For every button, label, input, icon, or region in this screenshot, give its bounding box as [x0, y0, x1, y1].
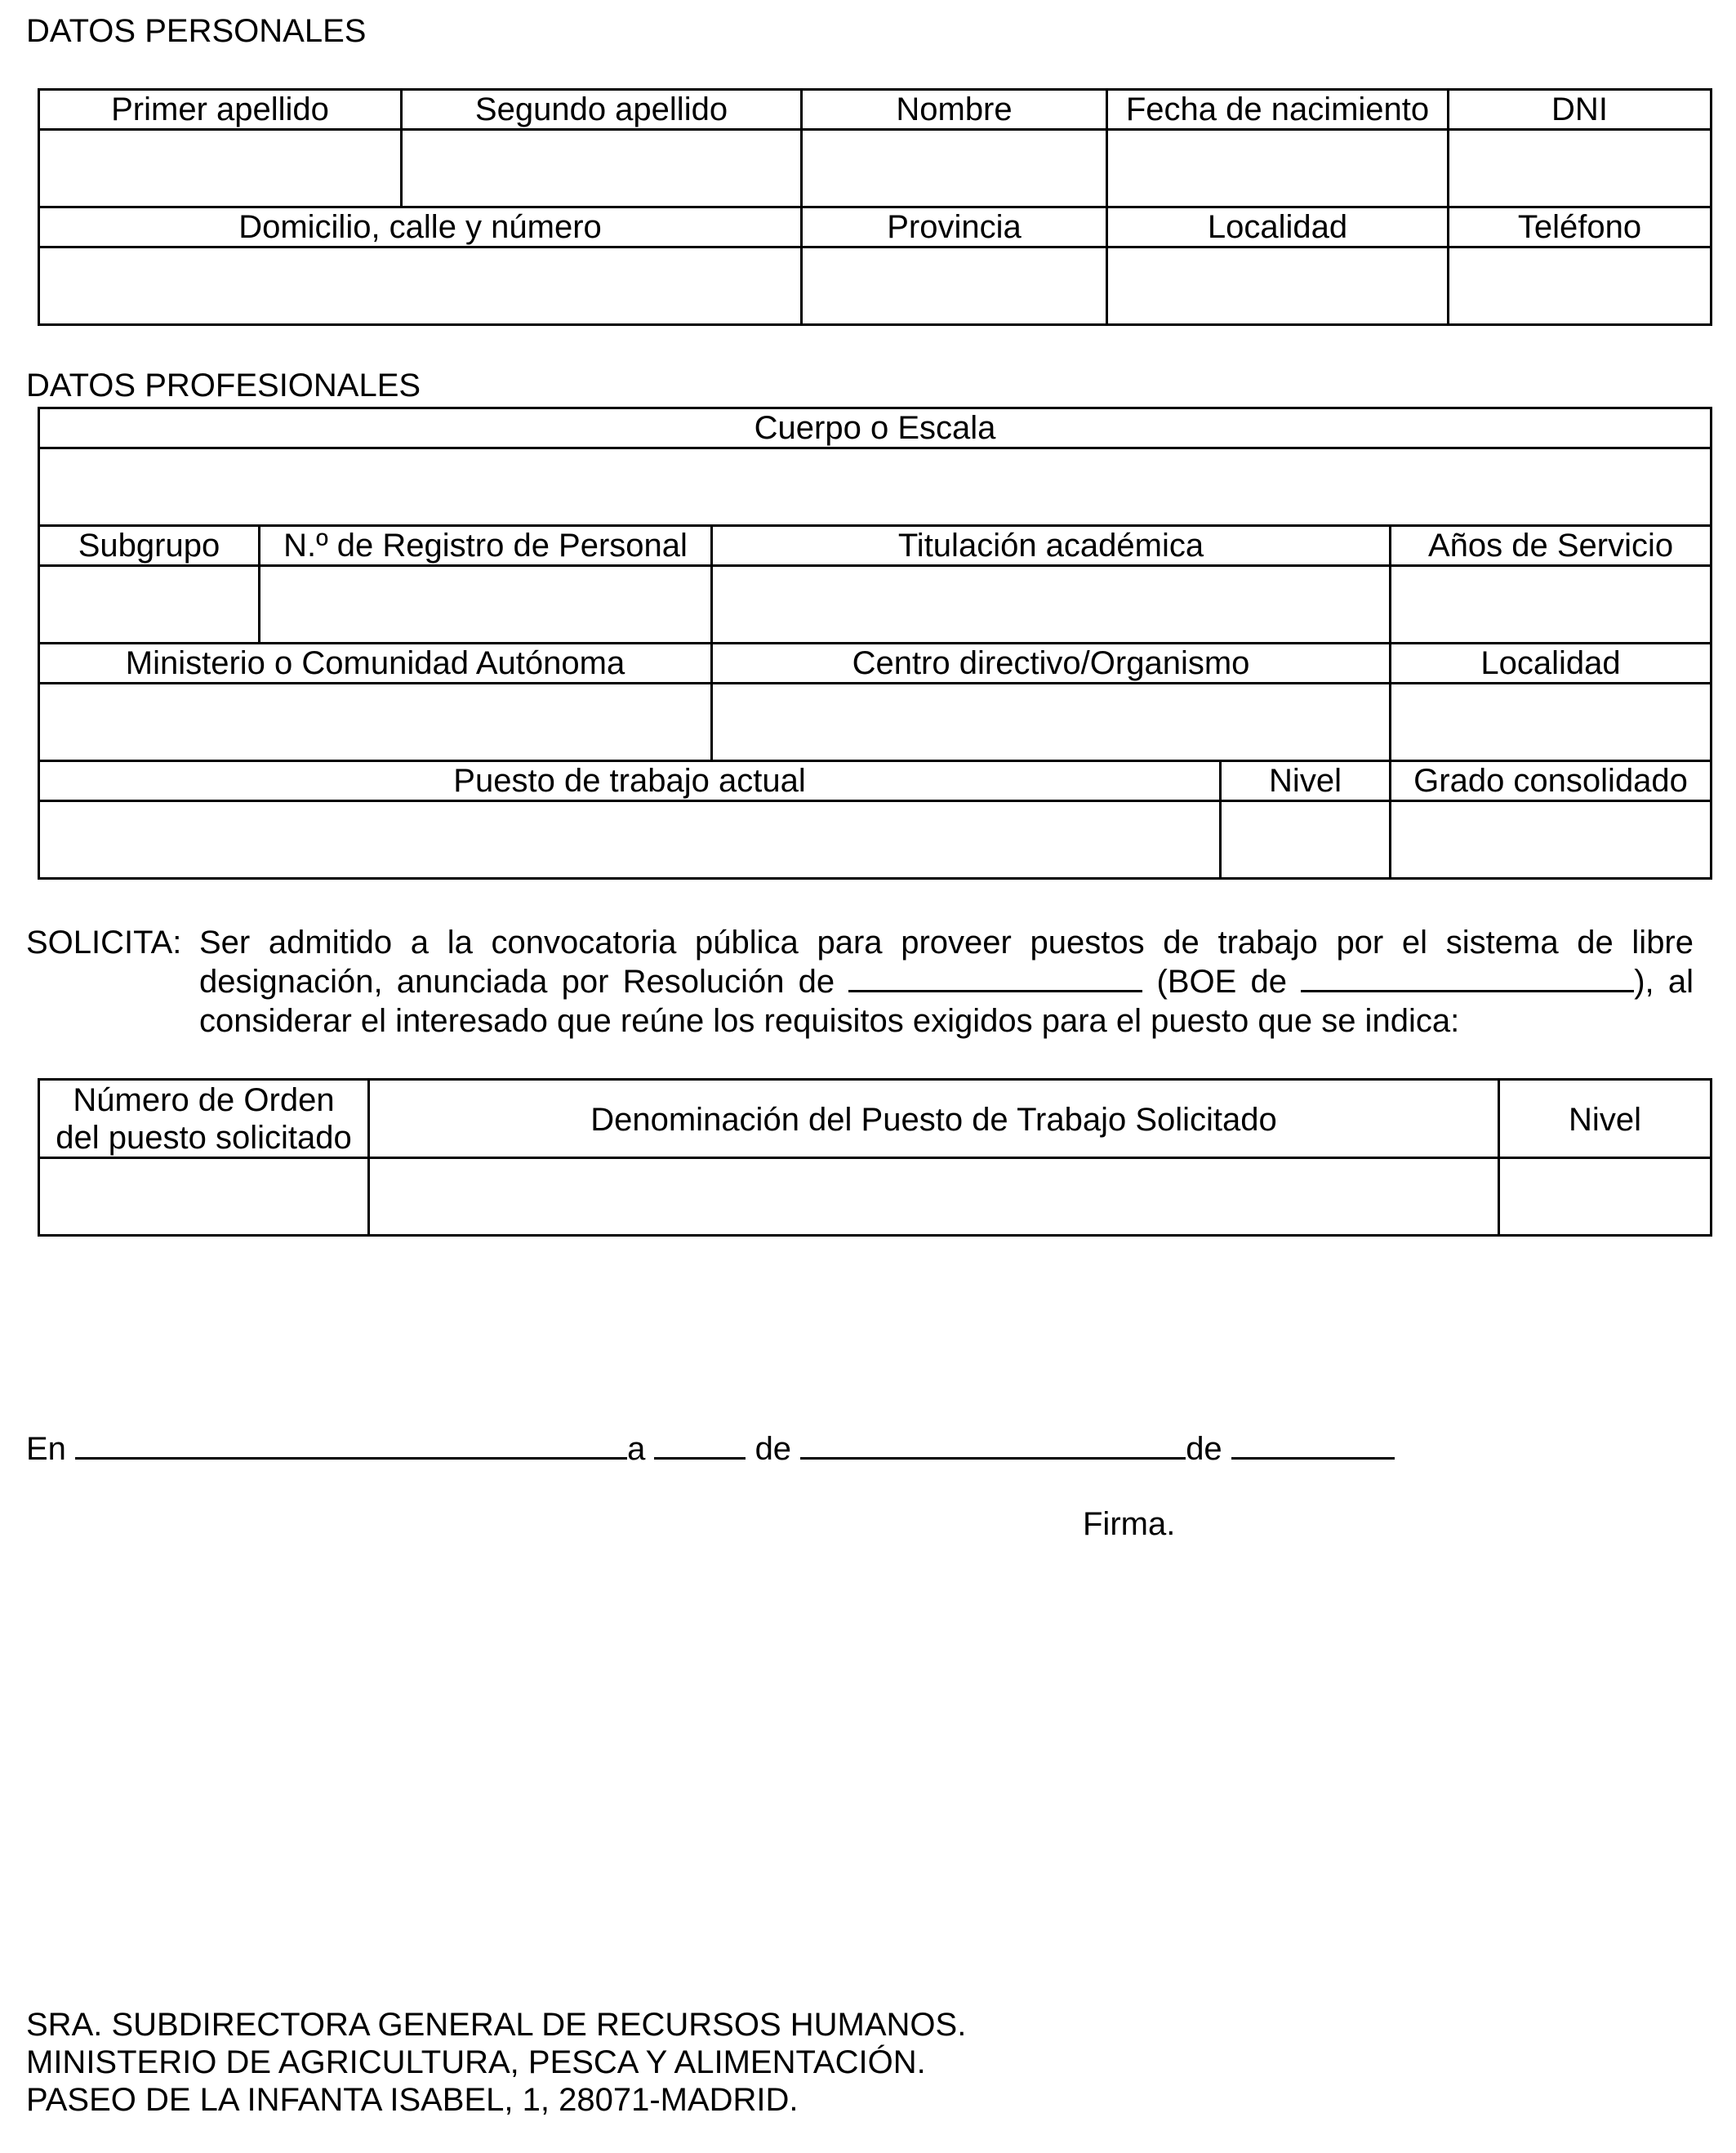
header-ministerio: Ministerio o Comunidad Autónoma	[39, 644, 712, 684]
field-grado-consolidado[interactable]	[1391, 801, 1712, 879]
header-segundo-apellido: Segundo apellido	[402, 90, 802, 130]
address-line-2: MINISTERIO DE AGRICULTURA, PESCA Y ALIMENTACIÓN.	[26, 2044, 926, 2080]
personal-data-table	[38, 88, 1712, 326]
date-line	[26, 1429, 1395, 1469]
solicita-label: SOLICITA:	[26, 925, 182, 961]
field-centro-directivo[interactable]	[712, 684, 1391, 761]
date-en-label: En	[26, 1431, 66, 1467]
personal-section-title: DATOS PERSONALES	[26, 13, 367, 49]
header-denominacion-puesto: Denominación del Puesto de Trabajo Solicitado	[369, 1080, 1499, 1158]
header-numero-orden: Número de Orden del puesto solicitado	[39, 1080, 369, 1158]
field-telefono[interactable]	[1449, 247, 1712, 325]
boe-date-line[interactable]	[1301, 962, 1634, 992]
header-puesto-actual: Puesto de trabajo actual	[39, 761, 1221, 801]
address-line-1: SRA. SUBDIRECTORA GENERAL DE RECURSOS HUMANOS.	[26, 2007, 967, 2043]
field-cuerpo-escala[interactable]	[39, 448, 1712, 526]
header-domicilio: Domicilio, calle y número	[39, 207, 802, 247]
requested-position-table	[38, 1078, 1712, 1237]
field-registro-personal[interactable]	[260, 566, 712, 644]
day-field[interactable]	[654, 1429, 746, 1460]
professional-section-title: DATOS PROFESIONALES	[26, 368, 421, 403]
solicita-text	[199, 923, 1694, 1041]
field-titulacion[interactable]	[712, 566, 1391, 644]
date-de-label-2: de	[1186, 1431, 1222, 1467]
header-cuerpo-escala: Cuerpo o Escala	[39, 408, 1712, 448]
month-field[interactable]	[800, 1429, 1186, 1460]
field-subgrupo[interactable]	[39, 566, 260, 644]
field-fecha-nacimiento[interactable]	[1107, 130, 1449, 207]
field-anos-servicio[interactable]	[1391, 566, 1712, 644]
field-domicilio[interactable]	[39, 247, 802, 325]
header-fecha-nacimiento: Fecha de nacimiento	[1107, 90, 1449, 130]
header-telefono: Teléfono	[1449, 207, 1712, 247]
field-nivel-actual[interactable]	[1221, 801, 1391, 879]
header-anos-servicio: Años de Servicio	[1391, 526, 1712, 566]
field-primer-apellido[interactable]	[39, 130, 402, 207]
header-titulacion: Titulación académica	[712, 526, 1391, 566]
field-segundo-apellido[interactable]	[402, 130, 802, 207]
place-field[interactable]	[75, 1429, 627, 1460]
date-a-label: a	[627, 1431, 646, 1467]
header-nivel-actual: Nivel	[1221, 761, 1391, 801]
header-registro-personal: N.º de Registro de Personal	[260, 526, 712, 566]
resolucion-date-line[interactable]	[848, 962, 1142, 992]
header-localidad-prof: Localidad	[1391, 644, 1712, 684]
professional-data-table	[38, 407, 1712, 880]
solicita-text-part1: Ser admitido a la convocatoria pública para proveer puestos de trabajo por el sistema de libre designación, anunciada por Resolución de	[199, 925, 1694, 1000]
field-nombre[interactable]	[802, 130, 1107, 207]
field-nivel-solicitado[interactable]	[1499, 1158, 1712, 1236]
field-denominacion-puesto[interactable]	[369, 1158, 1499, 1236]
header-nombre: Nombre	[802, 90, 1107, 130]
solicita-text-part3: ), al considerar el interesado que reúne los requisitos exigidos para el puesto que se indica:	[199, 964, 1694, 1039]
header-dni: DNI	[1449, 90, 1712, 130]
header-centro-directivo: Centro directivo/Organismo	[712, 644, 1391, 684]
signature-label: Firma.	[1083, 1506, 1176, 1542]
header-provincia: Provincia	[802, 207, 1107, 247]
header-localidad: Localidad	[1107, 207, 1449, 247]
field-localidad-prof[interactable]	[1391, 684, 1712, 761]
field-puesto-actual[interactable]	[39, 801, 1221, 879]
date-de-label-1: de	[754, 1431, 792, 1467]
solicita-text-part2: (BOE de	[1156, 964, 1288, 1000]
field-numero-orden[interactable]	[39, 1158, 369, 1236]
header-primer-apellido: Primer apellido	[39, 90, 402, 130]
field-localidad[interactable]	[1107, 247, 1449, 325]
field-ministerio[interactable]	[39, 684, 712, 761]
header-grado-consolidado: Grado consolidado	[1391, 761, 1712, 801]
header-nivel-solicitado: Nivel	[1499, 1080, 1712, 1158]
address-line-3: PASEO DE LA INFANTA ISABEL, 1, 28071-MADRID.	[26, 2082, 799, 2118]
field-provincia[interactable]	[802, 247, 1107, 325]
header-subgrupo: Subgrupo	[39, 526, 260, 566]
field-dni[interactable]	[1449, 130, 1712, 207]
year-field[interactable]	[1231, 1429, 1395, 1460]
